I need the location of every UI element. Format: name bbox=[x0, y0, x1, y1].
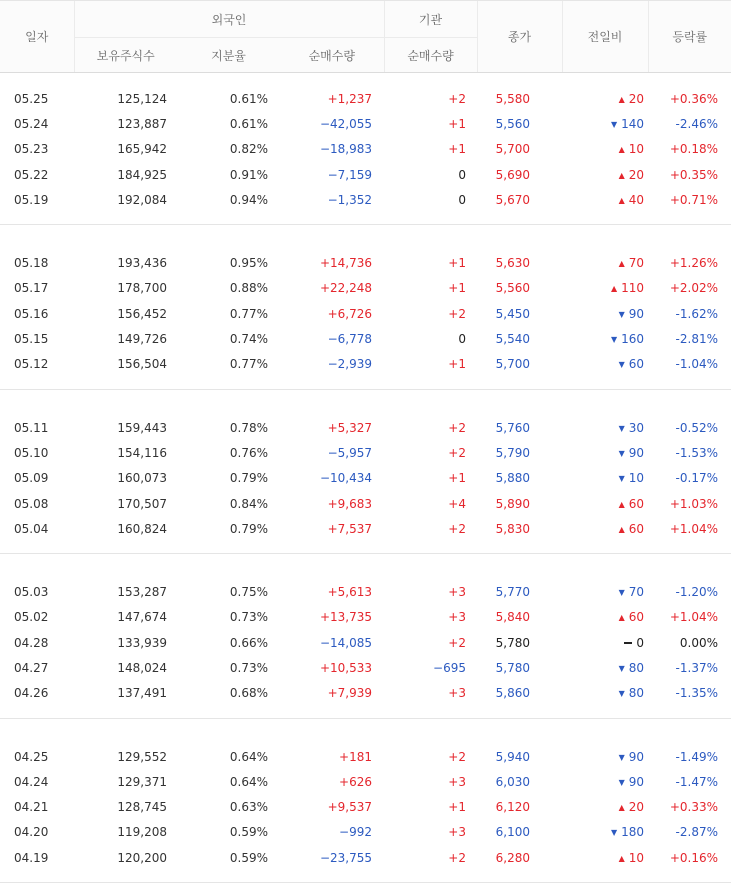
table-row bbox=[0, 352, 731, 377]
cell-foreign-net: +7,939 bbox=[280, 681, 384, 706]
up-arrow-icon: ▲ bbox=[619, 613, 625, 622]
up-arrow-icon: ▲ bbox=[619, 259, 625, 268]
cell-close: 6,100 bbox=[477, 820, 562, 845]
cell-foreign-net: −42,055 bbox=[280, 111, 384, 136]
cell-share-ratio: 0.75% bbox=[177, 579, 280, 604]
cell-change bbox=[562, 162, 648, 187]
cell-date: 05.10 bbox=[0, 440, 74, 465]
cell-rate: -0.52% bbox=[648, 415, 731, 440]
cell-date: 05.11 bbox=[0, 415, 74, 440]
cell-change bbox=[562, 491, 648, 516]
cell-share-ratio: 0.94% bbox=[177, 187, 280, 212]
cell-rate: -1.53% bbox=[648, 440, 731, 465]
cell-change bbox=[562, 137, 648, 162]
cell-holdings: 193,436 bbox=[74, 250, 177, 275]
cell-inst-net: +3 bbox=[384, 605, 477, 630]
change-value: 40 bbox=[629, 193, 644, 207]
down-arrow-icon: ▼ bbox=[619, 753, 625, 762]
table-row bbox=[0, 276, 731, 301]
change-value: 30 bbox=[629, 421, 644, 435]
cell-date: 05.19 bbox=[0, 187, 74, 212]
cell-date: 05.09 bbox=[0, 466, 74, 491]
cell-share-ratio: 0.61% bbox=[177, 111, 280, 136]
up-arrow-icon: ▲ bbox=[619, 196, 625, 205]
cell-share-ratio: 0.78% bbox=[177, 415, 280, 440]
cell-change bbox=[562, 111, 648, 136]
cell-rate: +1.26% bbox=[648, 250, 731, 275]
header-foreign-net: 순매수량 bbox=[280, 38, 384, 73]
cell-inst-net: +3 bbox=[384, 579, 477, 604]
cell-foreign-net: −23,755 bbox=[280, 845, 384, 870]
cell-change bbox=[562, 440, 648, 465]
cell-share-ratio: 0.61% bbox=[177, 86, 280, 111]
cell-date: 04.26 bbox=[0, 681, 74, 706]
cell-foreign-net: +626 bbox=[280, 769, 384, 794]
cell-close: 5,670 bbox=[477, 187, 562, 212]
cell-rate: -1.47% bbox=[648, 769, 731, 794]
cell-share-ratio: 0.82% bbox=[177, 137, 280, 162]
cell-holdings: 147,674 bbox=[74, 605, 177, 630]
cell-holdings: 129,371 bbox=[74, 769, 177, 794]
group-divider bbox=[0, 706, 731, 731]
table-row bbox=[0, 681, 731, 706]
cell-change bbox=[562, 466, 648, 491]
header-inst-net: 순매수량 bbox=[384, 38, 477, 73]
cell-share-ratio: 0.88% bbox=[177, 276, 280, 301]
change-value: 90 bbox=[629, 775, 644, 789]
cell-foreign-net: +10,533 bbox=[280, 655, 384, 680]
header-date: 일자 bbox=[0, 1, 74, 73]
cell-inst-net: 0 bbox=[384, 326, 477, 351]
header-close: 종가 bbox=[477, 1, 562, 73]
cell-rate: -1.37% bbox=[648, 655, 731, 680]
cell-inst-net: +4 bbox=[384, 491, 477, 516]
cell-date: 05.22 bbox=[0, 162, 74, 187]
cell-change bbox=[562, 250, 648, 275]
cell-change bbox=[562, 605, 648, 630]
table-row bbox=[0, 111, 731, 136]
down-arrow-icon: ▼ bbox=[619, 664, 625, 673]
cell-date: 05.08 bbox=[0, 491, 74, 516]
cell-close: 5,580 bbox=[477, 86, 562, 111]
table-row bbox=[0, 630, 731, 655]
table-row bbox=[0, 744, 731, 769]
down-arrow-icon: ▼ bbox=[611, 828, 617, 837]
header-holdings: 보유주식수 bbox=[74, 38, 177, 73]
cell-close: 5,890 bbox=[477, 491, 562, 516]
cell-change bbox=[562, 820, 648, 845]
cell-holdings: 119,208 bbox=[74, 820, 177, 845]
cell-change bbox=[562, 301, 648, 326]
cell-share-ratio: 0.64% bbox=[177, 744, 280, 769]
table-row bbox=[0, 250, 731, 275]
change-value: 20 bbox=[629, 800, 644, 814]
table-row bbox=[0, 769, 731, 794]
cell-rate: +0.35% bbox=[648, 162, 731, 187]
cell-date: 04.25 bbox=[0, 744, 74, 769]
cell-inst-net: +2 bbox=[384, 440, 477, 465]
cell-rate: -2.46% bbox=[648, 111, 731, 136]
cell-foreign-net: +9,537 bbox=[280, 795, 384, 820]
cell-change bbox=[562, 86, 648, 111]
cell-inst-net: −695 bbox=[384, 655, 477, 680]
down-arrow-icon: ▼ bbox=[619, 449, 625, 458]
change-value: 80 bbox=[629, 686, 644, 700]
table-row bbox=[0, 415, 731, 440]
change-value: 10 bbox=[629, 142, 644, 156]
table-row bbox=[0, 655, 731, 680]
change-value: 160 bbox=[621, 332, 644, 346]
table-row bbox=[0, 440, 731, 465]
cell-holdings: 148,024 bbox=[74, 655, 177, 680]
down-arrow-icon: ▼ bbox=[619, 360, 625, 369]
flat-dash-icon bbox=[624, 642, 632, 644]
change-value: 60 bbox=[629, 497, 644, 511]
cell-share-ratio: 0.74% bbox=[177, 326, 280, 351]
cell-holdings: 178,700 bbox=[74, 276, 177, 301]
cell-close: 5,830 bbox=[477, 516, 562, 541]
cell-foreign-net: +181 bbox=[280, 744, 384, 769]
cell-change bbox=[562, 415, 648, 440]
table-row bbox=[0, 605, 731, 630]
cell-rate: -1.62% bbox=[648, 301, 731, 326]
cell-inst-net: +1 bbox=[384, 795, 477, 820]
cell-date: 05.23 bbox=[0, 137, 74, 162]
cell-holdings: 170,507 bbox=[74, 491, 177, 516]
cell-rate: -1.20% bbox=[648, 579, 731, 604]
change-value: 20 bbox=[629, 92, 644, 106]
cell-share-ratio: 0.73% bbox=[177, 605, 280, 630]
change-value: 180 bbox=[621, 825, 644, 839]
cell-inst-net: +2 bbox=[384, 516, 477, 541]
cell-rate: -1.04% bbox=[648, 352, 731, 377]
table-row bbox=[0, 187, 731, 212]
cell-close: 5,860 bbox=[477, 681, 562, 706]
cell-holdings: 192,084 bbox=[74, 187, 177, 212]
cell-rate: +0.18% bbox=[648, 137, 731, 162]
cell-date: 04.28 bbox=[0, 630, 74, 655]
cell-date: 05.16 bbox=[0, 301, 74, 326]
cell-share-ratio: 0.84% bbox=[177, 491, 280, 516]
cell-share-ratio: 0.59% bbox=[177, 820, 280, 845]
cell-foreign-net: +5,327 bbox=[280, 415, 384, 440]
cell-holdings: 184,925 bbox=[74, 162, 177, 187]
cell-rate: +1.03% bbox=[648, 491, 731, 516]
cell-close: 5,700 bbox=[477, 137, 562, 162]
cell-date: 04.27 bbox=[0, 655, 74, 680]
table-row bbox=[0, 516, 731, 541]
cell-close: 5,790 bbox=[477, 440, 562, 465]
group-divider bbox=[0, 377, 731, 402]
cell-holdings: 125,124 bbox=[74, 86, 177, 111]
cell-close: 5,630 bbox=[477, 250, 562, 275]
cell-share-ratio: 0.95% bbox=[177, 250, 280, 275]
cell-foreign-net: −1,352 bbox=[280, 187, 384, 212]
cell-foreign-net: +13,735 bbox=[280, 605, 384, 630]
up-arrow-icon: ▲ bbox=[619, 171, 625, 180]
table-row bbox=[0, 845, 731, 870]
cell-rate: +0.16% bbox=[648, 845, 731, 870]
cell-rate: -1.49% bbox=[648, 744, 731, 769]
table-row bbox=[0, 137, 731, 162]
down-arrow-icon: ▼ bbox=[619, 588, 625, 597]
cell-rate: +1.04% bbox=[648, 605, 731, 630]
cell-inst-net: 0 bbox=[384, 162, 477, 187]
cell-holdings: 120,200 bbox=[74, 845, 177, 870]
cell-change bbox=[562, 579, 648, 604]
cell-holdings: 156,452 bbox=[74, 301, 177, 326]
up-arrow-icon: ▲ bbox=[619, 95, 625, 104]
up-arrow-icon: ▲ bbox=[619, 500, 625, 509]
cell-rate: -2.81% bbox=[648, 326, 731, 351]
cell-inst-net: +1 bbox=[384, 276, 477, 301]
change-value: 10 bbox=[629, 471, 644, 485]
down-arrow-icon: ▼ bbox=[611, 335, 617, 344]
cell-holdings: 159,443 bbox=[74, 415, 177, 440]
cell-rate: 0.00% bbox=[648, 630, 731, 655]
table-row bbox=[0, 466, 731, 491]
cell-holdings: 153,287 bbox=[74, 579, 177, 604]
cell-change bbox=[562, 681, 648, 706]
cell-close: 6,030 bbox=[477, 769, 562, 794]
up-arrow-icon: ▲ bbox=[611, 284, 617, 293]
cell-holdings: 160,824 bbox=[74, 516, 177, 541]
change-value: 20 bbox=[629, 168, 644, 182]
cell-close: 5,560 bbox=[477, 276, 562, 301]
cell-holdings: 137,491 bbox=[74, 681, 177, 706]
cell-date: 04.20 bbox=[0, 820, 74, 845]
change-value: 70 bbox=[629, 256, 644, 270]
group-divider bbox=[0, 212, 731, 237]
cell-foreign-net: −992 bbox=[280, 820, 384, 845]
cell-holdings: 160,073 bbox=[74, 466, 177, 491]
down-arrow-icon: ▼ bbox=[619, 310, 625, 319]
cell-change bbox=[562, 655, 648, 680]
cell-foreign-net: −5,957 bbox=[280, 440, 384, 465]
table-row bbox=[0, 86, 731, 111]
cell-close: 5,880 bbox=[477, 466, 562, 491]
cell-share-ratio: 0.79% bbox=[177, 516, 280, 541]
cell-inst-net: +2 bbox=[384, 301, 477, 326]
cell-foreign-net: +14,736 bbox=[280, 250, 384, 275]
cell-holdings: 129,552 bbox=[74, 744, 177, 769]
cell-change bbox=[562, 187, 648, 212]
cell-share-ratio: 0.77% bbox=[177, 352, 280, 377]
cell-foreign-net: −10,434 bbox=[280, 466, 384, 491]
cell-date: 05.03 bbox=[0, 579, 74, 604]
cell-holdings: 154,116 bbox=[74, 440, 177, 465]
cell-close: 5,450 bbox=[477, 301, 562, 326]
cell-date: 05.25 bbox=[0, 86, 74, 111]
up-arrow-icon: ▲ bbox=[619, 803, 625, 812]
cell-foreign-net: +5,613 bbox=[280, 579, 384, 604]
cell-inst-net: 0 bbox=[384, 187, 477, 212]
cell-change bbox=[562, 795, 648, 820]
cell-share-ratio: 0.91% bbox=[177, 162, 280, 187]
cell-inst-net: +1 bbox=[384, 111, 477, 136]
cell-close: 5,770 bbox=[477, 579, 562, 604]
header-rate: 등락률 bbox=[648, 1, 731, 73]
cell-date: 05.04 bbox=[0, 516, 74, 541]
cell-share-ratio: 0.68% bbox=[177, 681, 280, 706]
group-divider bbox=[0, 870, 731, 895]
cell-rate: -2.87% bbox=[648, 820, 731, 845]
down-arrow-icon: ▼ bbox=[611, 120, 617, 129]
change-value: 0 bbox=[636, 636, 644, 650]
cell-holdings: 128,745 bbox=[74, 795, 177, 820]
cell-inst-net: +2 bbox=[384, 415, 477, 440]
table-row bbox=[0, 579, 731, 604]
cell-change bbox=[562, 516, 648, 541]
cell-share-ratio: 0.59% bbox=[177, 845, 280, 870]
down-arrow-icon: ▼ bbox=[619, 424, 625, 433]
header-share-ratio: 지분율 bbox=[177, 38, 280, 73]
up-arrow-icon: ▲ bbox=[619, 145, 625, 154]
cell-date: 05.18 bbox=[0, 250, 74, 275]
cell-close: 5,690 bbox=[477, 162, 562, 187]
change-value: 10 bbox=[629, 851, 644, 865]
cell-close: 5,840 bbox=[477, 605, 562, 630]
cell-date: 05.15 bbox=[0, 326, 74, 351]
down-arrow-icon: ▼ bbox=[619, 474, 625, 483]
cell-rate: +0.36% bbox=[648, 86, 731, 111]
change-value: 70 bbox=[629, 585, 644, 599]
cell-close: 5,940 bbox=[477, 744, 562, 769]
cell-close: 5,760 bbox=[477, 415, 562, 440]
cell-foreign-net: −7,159 bbox=[280, 162, 384, 187]
cell-inst-net: +3 bbox=[384, 769, 477, 794]
table-row bbox=[0, 795, 731, 820]
cell-inst-net: +3 bbox=[384, 681, 477, 706]
cell-holdings: 123,887 bbox=[74, 111, 177, 136]
cell-inst-net: +2 bbox=[384, 845, 477, 870]
cell-foreign-net: −18,983 bbox=[280, 137, 384, 162]
table-row bbox=[0, 820, 731, 845]
table-row bbox=[0, 326, 731, 351]
cell-inst-net: +2 bbox=[384, 744, 477, 769]
cell-foreign-net: +7,537 bbox=[280, 516, 384, 541]
up-arrow-icon: ▲ bbox=[619, 854, 625, 863]
cell-date: 04.19 bbox=[0, 845, 74, 870]
cell-foreign-net: +6,726 bbox=[280, 301, 384, 326]
cell-change bbox=[562, 744, 648, 769]
cell-inst-net: +2 bbox=[384, 630, 477, 655]
cell-date: 05.02 bbox=[0, 605, 74, 630]
cell-inst-net: +1 bbox=[384, 466, 477, 491]
cell-change bbox=[562, 630, 648, 655]
cell-inst-net: +3 bbox=[384, 820, 477, 845]
table-row bbox=[0, 162, 731, 187]
cell-share-ratio: 0.79% bbox=[177, 466, 280, 491]
cell-close: 5,700 bbox=[477, 352, 562, 377]
cell-close: 5,540 bbox=[477, 326, 562, 351]
down-arrow-icon: ▼ bbox=[619, 689, 625, 698]
header-change: 전일비 bbox=[562, 1, 648, 73]
cell-date: 05.12 bbox=[0, 352, 74, 377]
cell-rate: -1.35% bbox=[648, 681, 731, 706]
cell-date: 05.17 bbox=[0, 276, 74, 301]
cell-rate: -0.17% bbox=[648, 466, 731, 491]
change-value: 60 bbox=[629, 610, 644, 624]
cell-holdings: 156,504 bbox=[74, 352, 177, 377]
cell-foreign-net: −6,778 bbox=[280, 326, 384, 351]
cell-holdings: 165,942 bbox=[74, 137, 177, 162]
cell-close: 6,120 bbox=[477, 795, 562, 820]
change-value: 90 bbox=[629, 750, 644, 764]
cell-date: 04.24 bbox=[0, 769, 74, 794]
cell-share-ratio: 0.63% bbox=[177, 795, 280, 820]
cell-foreign-net: +9,683 bbox=[280, 491, 384, 516]
header-foreigner: 외국인 bbox=[74, 1, 384, 38]
change-value: 110 bbox=[621, 281, 644, 295]
table-row bbox=[0, 491, 731, 516]
cell-close: 5,780 bbox=[477, 655, 562, 680]
cell-date: 04.21 bbox=[0, 795, 74, 820]
table-body bbox=[0, 73, 731, 895]
change-value: 90 bbox=[629, 307, 644, 321]
cell-change bbox=[562, 326, 648, 351]
change-value: 60 bbox=[629, 522, 644, 536]
change-value: 140 bbox=[621, 117, 644, 131]
cell-date: 05.24 bbox=[0, 111, 74, 136]
cell-foreign-net: +1,237 bbox=[280, 86, 384, 111]
cell-close: 6,280 bbox=[477, 845, 562, 870]
down-arrow-icon: ▼ bbox=[619, 778, 625, 787]
cell-rate: +0.33% bbox=[648, 795, 731, 820]
cell-change bbox=[562, 769, 648, 794]
change-value: 60 bbox=[629, 357, 644, 371]
cell-share-ratio: 0.73% bbox=[177, 655, 280, 680]
change-value: 80 bbox=[629, 661, 644, 675]
cell-share-ratio: 0.66% bbox=[177, 630, 280, 655]
cell-change bbox=[562, 845, 648, 870]
change-value: 90 bbox=[629, 446, 644, 460]
cell-holdings: 149,726 bbox=[74, 326, 177, 351]
cell-share-ratio: 0.76% bbox=[177, 440, 280, 465]
cell-rate: +0.71% bbox=[648, 187, 731, 212]
header-institution: 기관 bbox=[384, 1, 477, 38]
cell-inst-net: +1 bbox=[384, 250, 477, 275]
cell-foreign-net: −14,085 bbox=[280, 630, 384, 655]
cell-close: 5,780 bbox=[477, 630, 562, 655]
cell-close: 5,560 bbox=[477, 111, 562, 136]
cell-inst-net: +1 bbox=[384, 352, 477, 377]
cell-rate: +2.02% bbox=[648, 276, 731, 301]
cell-rate: +1.04% bbox=[648, 516, 731, 541]
group-divider bbox=[0, 541, 731, 566]
cell-share-ratio: 0.64% bbox=[177, 769, 280, 794]
cell-change bbox=[562, 276, 648, 301]
table-row bbox=[0, 301, 731, 326]
cell-inst-net: +1 bbox=[384, 137, 477, 162]
cell-holdings: 133,939 bbox=[74, 630, 177, 655]
cell-foreign-net: −2,939 bbox=[280, 352, 384, 377]
cell-foreign-net: +22,248 bbox=[280, 276, 384, 301]
up-arrow-icon: ▲ bbox=[619, 525, 625, 534]
cell-change bbox=[562, 352, 648, 377]
cell-share-ratio: 0.77% bbox=[177, 301, 280, 326]
cell-inst-net: +2 bbox=[384, 86, 477, 111]
